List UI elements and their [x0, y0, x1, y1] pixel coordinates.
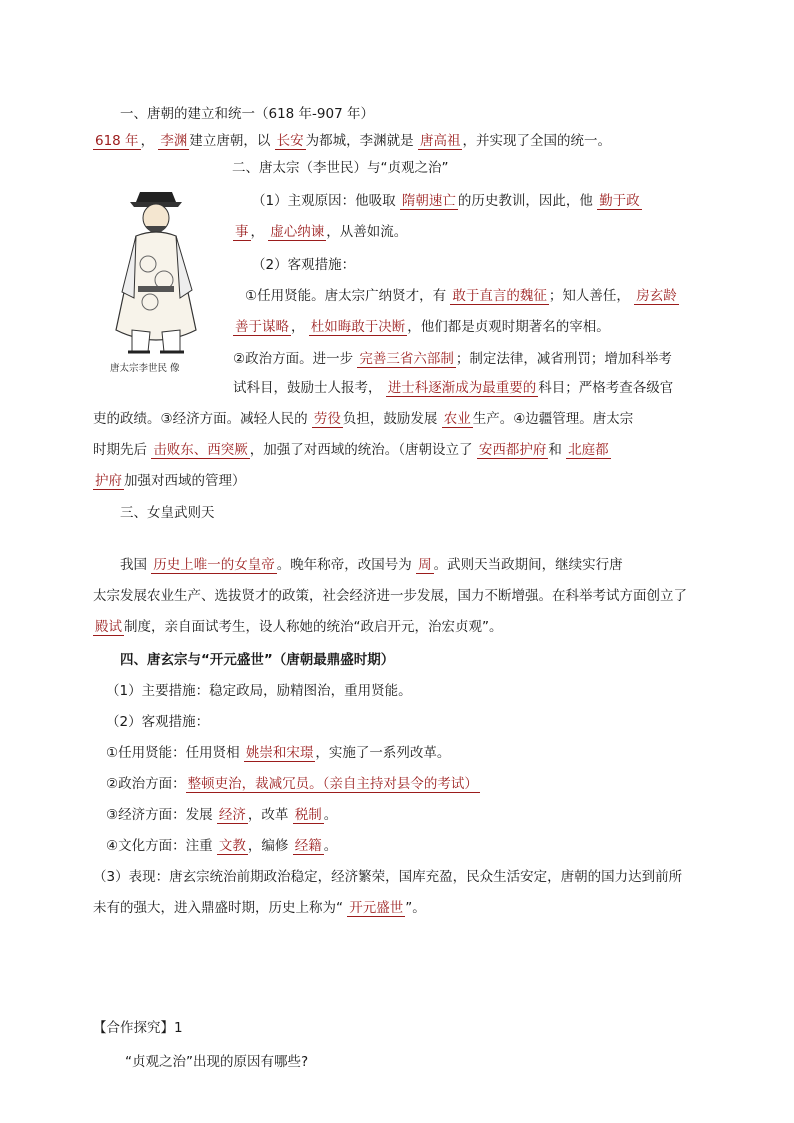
- text: ①任用贤能。唐太宗广纳贤才，有: [245, 288, 447, 304]
- text: ，加强了对西域的统治。（唐朝设立了: [249, 442, 473, 458]
- text: 的历史教训，因此，他: [457, 193, 593, 209]
- answer-blank: 护府: [95, 473, 122, 489]
- text: ②政治方面。进一步: [233, 351, 354, 367]
- text: ③经济方面：发展: [106, 807, 213, 823]
- answer-blank: 农业: [443, 411, 471, 427]
- s2-line-2: [233, 222, 407, 242]
- answer-blank: 长安: [276, 133, 304, 149]
- answer-blank: 杜如晦敢于决断: [310, 319, 406, 335]
- text: ，: [140, 133, 155, 149]
- answer-blank: 历史上唯一的女皇帝: [153, 557, 275, 573]
- text: 和: [548, 442, 562, 458]
- section-2-title: 二、唐太宗（李世民）与“贞观之治”: [232, 160, 449, 176]
- text: 试科目，鼓励士人报考，: [233, 380, 382, 396]
- section-4-title: 四、唐玄宗与“开元盛世”（唐朝最鼎盛时期）: [120, 652, 395, 668]
- text: ，改革: [247, 807, 289, 823]
- section-1-line: [93, 131, 611, 151]
- s4-line-1: （1）主要措施：稳定政局，励精图治，重用贤能。: [106, 683, 412, 699]
- s2-line-3: （2）客观措施：: [252, 257, 356, 273]
- text: 吏的政绩。③经济方面。减轻人民的: [93, 411, 308, 427]
- s4-line-4: [106, 774, 480, 794]
- text: ①任用贤能：任用贤相: [106, 745, 240, 761]
- text: （1）主观原因：他吸取: [252, 193, 396, 209]
- s4-line-7: （3）表现：唐玄宗统治前期政治稳定，经济繁荣，国库充盈，民众生活安定，唐朝的国力达到前所: [93, 869, 683, 885]
- s3-line-1: [120, 555, 623, 575]
- text: ，: [250, 224, 264, 240]
- s2-line-7: [233, 378, 673, 398]
- answer-blank: 税制: [294, 807, 322, 823]
- emperor-portrait-image: [92, 180, 220, 360]
- s2-line-8: [93, 409, 633, 429]
- text: 我国: [120, 557, 147, 573]
- s2-line-5: [233, 317, 610, 337]
- answer-blank: 经籍: [294, 838, 322, 854]
- text: ”。: [405, 900, 426, 916]
- text: ，他们都是贞观时期著名的宰相。: [407, 319, 610, 335]
- text: 。: [323, 807, 338, 823]
- text: 负担，鼓励发展: [342, 411, 438, 427]
- answer-blank: 敢于直言的魏征: [452, 288, 547, 304]
- text: 为都城，李渊就是: [305, 133, 414, 149]
- answer-blank: 殿试: [95, 619, 122, 635]
- answer-blank: 经济: [218, 807, 246, 823]
- s2-line-1: [252, 191, 642, 211]
- section-1-title: 一、唐朝的建立和统一（618 年-907 年）: [120, 106, 374, 122]
- s4-line-8: [93, 898, 426, 918]
- answer-blank: 李渊: [160, 133, 188, 149]
- answer-blank: 北庭都: [568, 442, 609, 458]
- portrait-caption: 唐太宗李世民 像: [110, 363, 180, 374]
- s4-line-2: （2）客观措施：: [106, 714, 210, 730]
- answer-blank: 姚崇和宋璟: [245, 745, 314, 761]
- text: 时期先后: [93, 442, 147, 458]
- answer-blank: 唐高祖: [419, 133, 461, 149]
- text: ②政治方面：: [106, 776, 186, 792]
- text: 未有的强大，进入鼎盛时期，历史上称为“: [93, 900, 343, 916]
- text: 加强对西域的管理）: [124, 473, 246, 489]
- answer-blank: 事: [235, 224, 249, 240]
- section-3-title: 三、女皇武则天: [120, 505, 215, 521]
- s2-line-9: [93, 440, 611, 460]
- text: 。晚年称帝，改国号为: [276, 557, 412, 573]
- text: ，实施了一系列改革。: [315, 745, 451, 761]
- s2-line-4: [245, 286, 679, 306]
- answer-blank: 击败东、西突厥: [153, 442, 248, 458]
- text: ，编修: [247, 838, 289, 854]
- answer-blank: 虚心纳谏: [270, 224, 325, 240]
- text: 制度，亲自面试考生，设人称她的统治“政启开元，治宏贞观”。: [124, 619, 503, 635]
- answer-blank: 隋朝速亡: [401, 193, 456, 209]
- answer-blank: 周: [418, 557, 432, 573]
- s2-line-6: [233, 349, 672, 369]
- text: ，: [291, 319, 305, 335]
- text: ；制定法律，减省刑罚；增加科举考: [455, 351, 672, 367]
- text: ；知人善任，: [548, 288, 630, 304]
- text: 科目；严格考查各级官: [538, 380, 674, 396]
- s4-line-3: [106, 743, 450, 763]
- answer-blank: 劳役: [313, 411, 341, 427]
- answer-blank: 开元盛世: [349, 900, 404, 916]
- text: 。武则天当政期间，继续实行唐: [433, 557, 623, 573]
- s4-line-6: [106, 836, 337, 856]
- answer-blank: 进士科逐渐成为最重要的: [387, 380, 537, 396]
- answer-blank: 房玄龄: [636, 288, 677, 304]
- answer-blank: 勤于政: [599, 193, 640, 209]
- text: 生产。④边疆管理。唐太宗: [472, 411, 634, 427]
- answer-blank: 完善三省六部制: [359, 351, 454, 367]
- s3-line-2: 太宗发展农业生产、选拔贤才的政策，社会经济进一步发展，国力不断增强。在科举考试方面创立了: [93, 588, 687, 604]
- answer-blank: 安西都护府: [478, 442, 547, 458]
- answer-blank: 善于谋略: [235, 319, 289, 335]
- text: 建立唐朝，以: [189, 133, 271, 149]
- s3-line-3: [93, 617, 503, 637]
- s4-line-5: [106, 805, 337, 825]
- text: 。: [323, 838, 338, 854]
- answer-blank: 618 年: [95, 133, 139, 149]
- s2-line-10: [93, 471, 246, 491]
- text: ④文化方面：注重: [106, 838, 213, 854]
- text: ，从善如流。: [326, 224, 408, 240]
- answer-blank: 文教: [218, 838, 246, 854]
- section-5-title: 【合作探究】1: [93, 1020, 183, 1036]
- question-text: “贞观之治”出现的原因有哪些?: [125, 1054, 309, 1070]
- answer-blank: 整顿吏治，裁减冗员。（亲自主持对县令的考试）: [187, 776, 478, 792]
- text: ，并实现了全国的统一。: [462, 133, 611, 149]
